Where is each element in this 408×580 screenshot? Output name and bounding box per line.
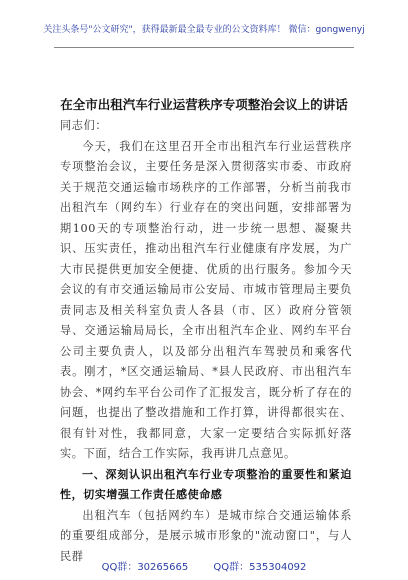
footer: [0, 558, 408, 573]
section-heading: 一、深刻认识出租汽车行业专项整治的重要性和紧迫性，切实增强工作责任感使命感: [60, 467, 352, 501]
footer-qq-group-1: QQ群：30265665: [101, 562, 189, 573]
document-body: [60, 116, 352, 567]
footer-qq-group-2: QQ群：535304092: [213, 562, 307, 573]
salutation: 同志们：: [60, 119, 108, 132]
body-paragraph-last: 出租汽车（包括网约车）是城市综合交通运输体系的重要组成部分，是展示城市形象的"流动窗口"，与人民群: [60, 508, 352, 563]
body-paragraph: 今天，我们在这里召开全市出租汽车行业运营秩序专项整治会议，主要任务是深入贯彻落实市委、市政府关于规范交通运输市场秩序的工作部署，分析当前我市出租汽车（网约车）行业存在的突出问题，安排部署为期100天的专项整治行动，进一步统一思想、凝聚共识、压实责任，推动出租汽车行业健康有序发展，为广大市民提供更加安全便捷、优质的出行服务。参加今天会议的有市交通运输局市公安局、市城市管理局主要负责同志及相关科室负责人各县（市、区）政府分管领导、交通运输局局长，全市出租汽车企业、网约车平台公司主要负责人，以及部分出租汽车驾驶员和乘客代表。刚才，*区交通运输局、*县人民政府、市出租汽车协会、*网约车平台公司作了汇报发言，既分析了存在的问题，也提出了整改措施和工作打算，讲得都很实在、很有针对性，我都同意，大家一定要结合实际抓好落实。下面，结合工作实际，我再讲几点意见。: [60, 139, 352, 460]
header-note: 关注头条号"公文研究"，获得最新最全最专业的公文资料库！ 微信：gongwenyj: [43, 25, 365, 35]
document-title: 在全市出租汽车行业运营秩序专项整治会议上的讲话: [60, 97, 348, 112]
header-divider: [54, 47, 354, 48]
